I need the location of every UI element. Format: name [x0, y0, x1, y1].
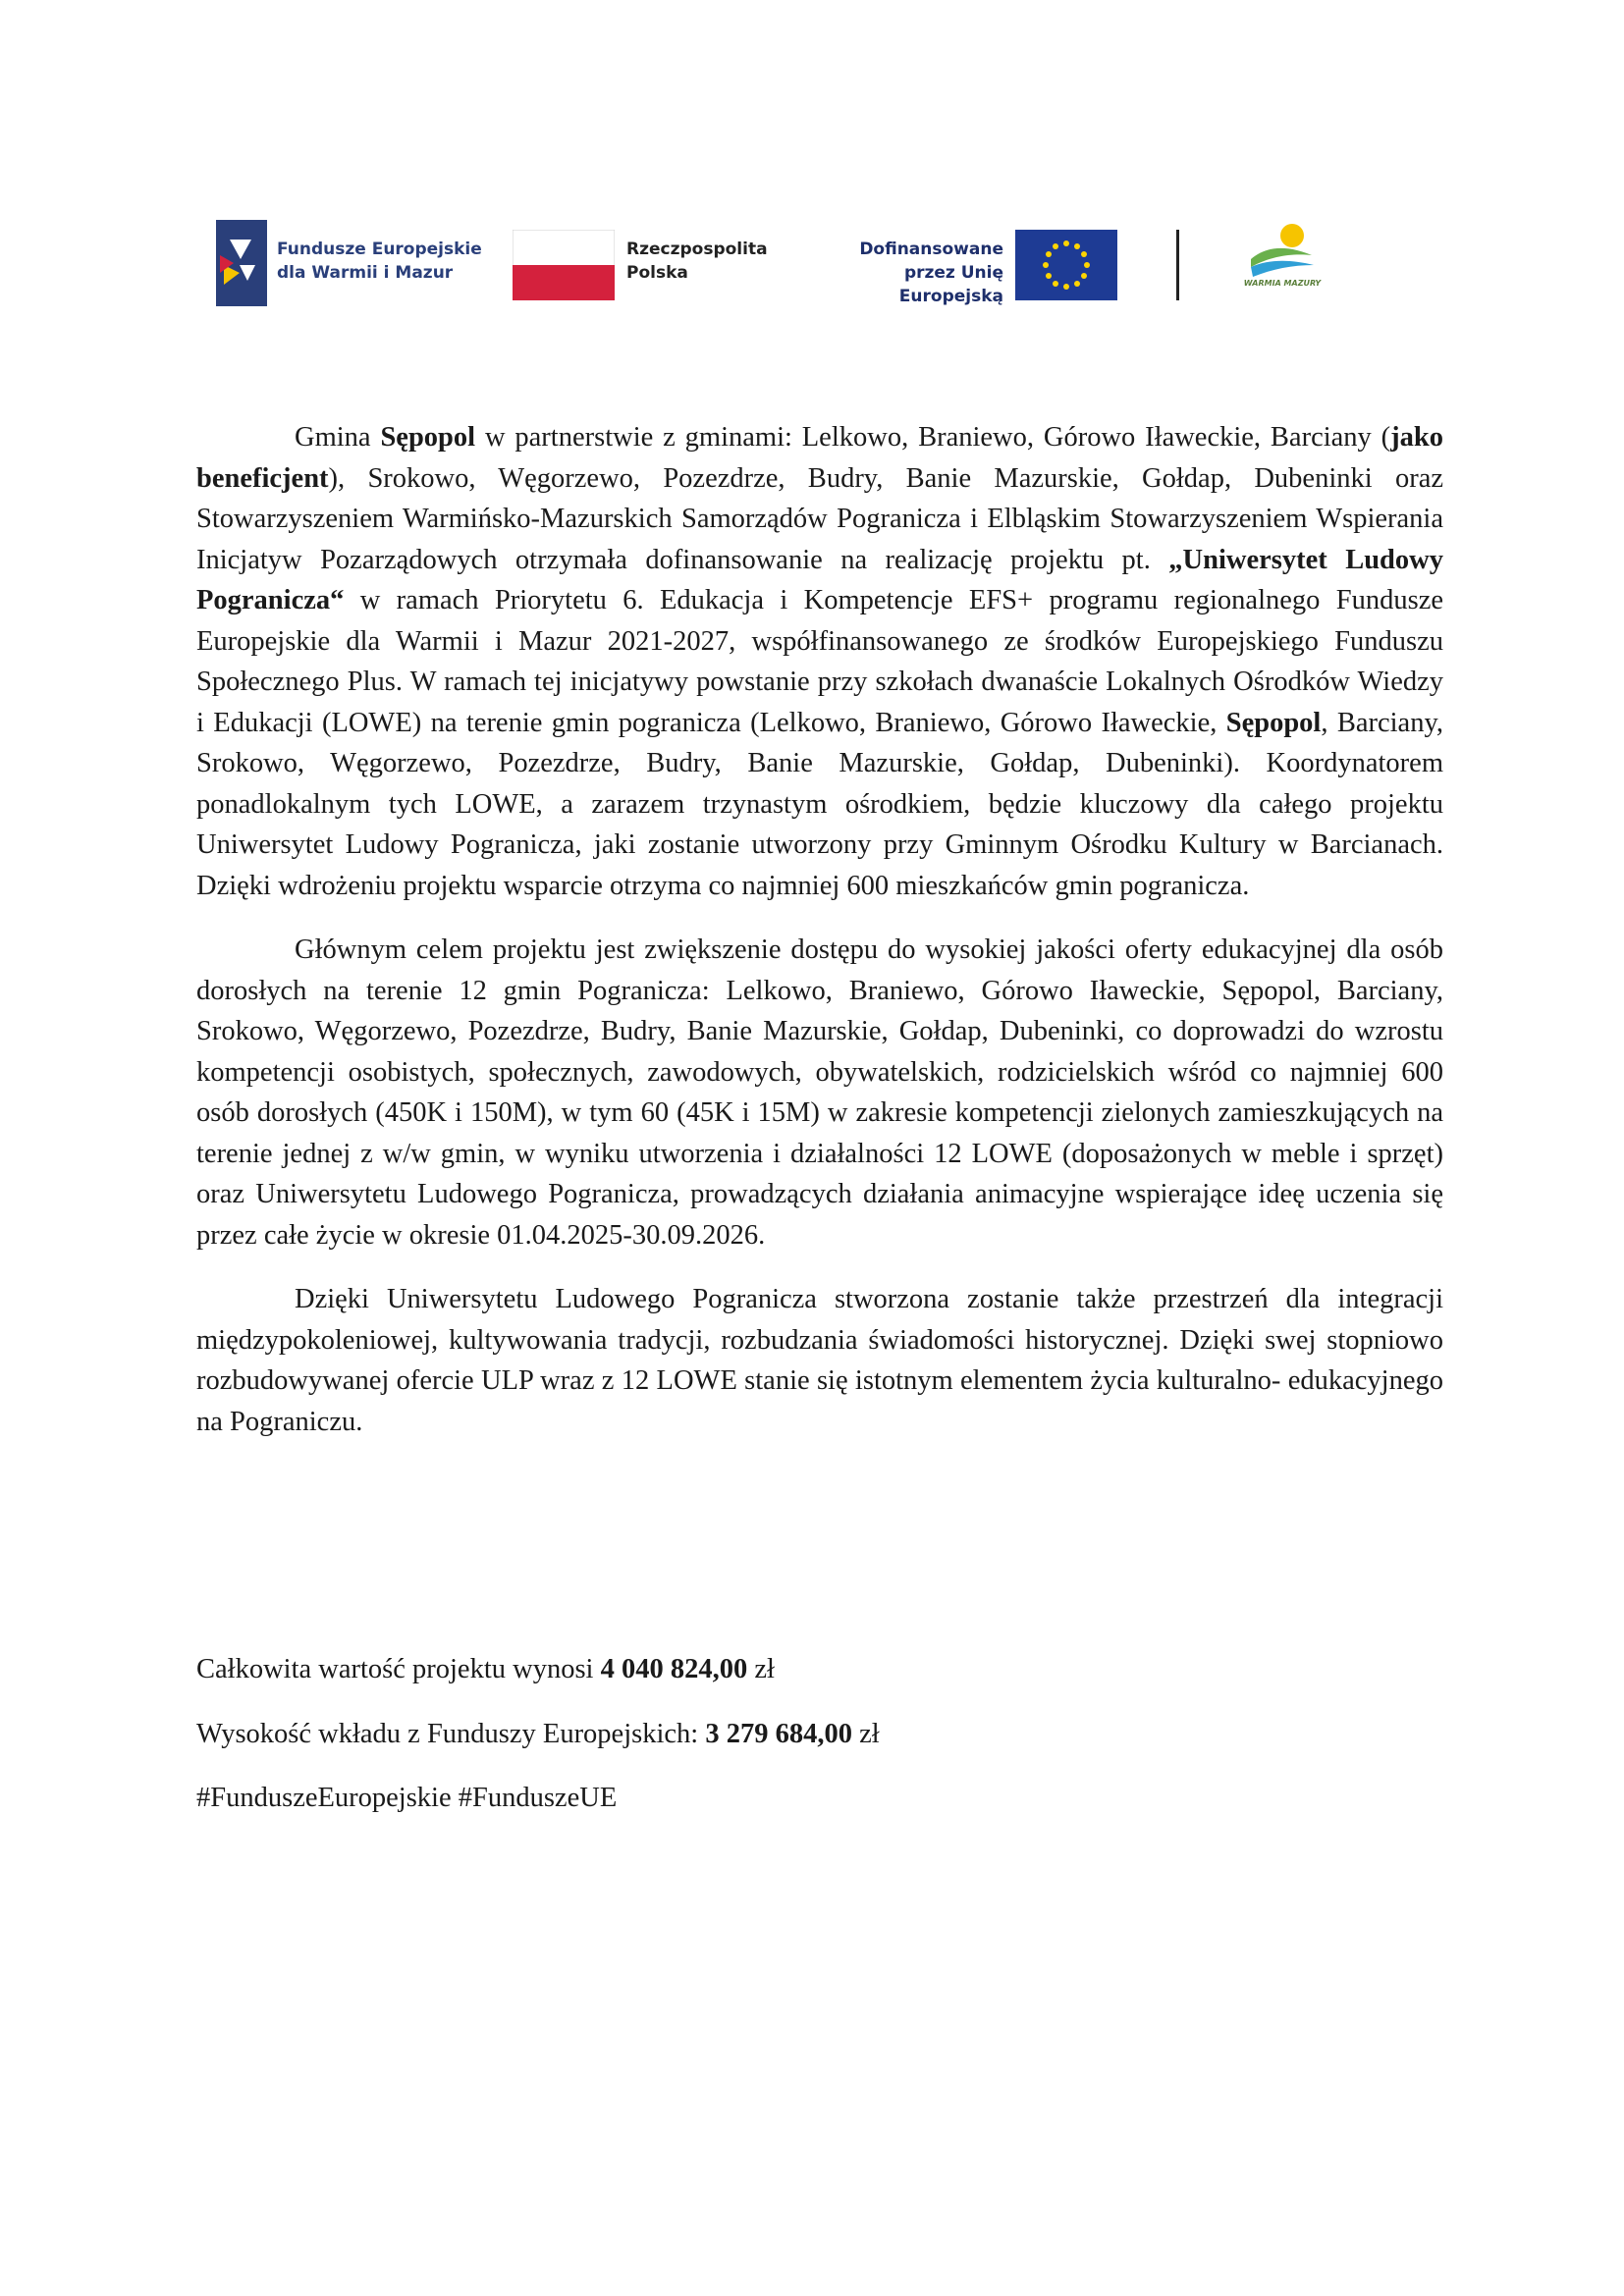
paragraph-text: w ramach Priorytetu 6. Edukacja i Kompetencje EFS+ programu regionalnego Fundusze Europejskie dla Warmii i Mazur 2021-2027, współfinansowanego ze środków Europejskiego Funduszu Społecznego Plus. W ramach tej inicjatywy powstanie przy szkołach dwanaście Lokalnych Ośrodków Wiedzy i Edukacji (LOWE) na terenie gmin pogranicza (Lelkowo, Braniewo, Górowo Iławeckie, [196, 585, 1443, 738]
warmia-mazury-logo [1243, 216, 1322, 314]
document-body [196, 417, 1443, 1442]
bold-project-name: „Uniwersytet Ludowy Pogranicza“ [196, 544, 1443, 615]
eu-cofinancing-logo [807, 216, 1170, 314]
eu-contribution-label: Wysokość wkładu z Funduszy Europejskich: [196, 1718, 706, 1749]
logo-divider [1176, 230, 1179, 300]
fundusze-europejskie-logo [212, 216, 526, 314]
paragraph-text: w partnerstwie z gminami: Lelkowo, Braniewo, Górowo Iławeckie, Barciany ( [475, 422, 1391, 453]
total-value-label: Całkowita wartość projektu wynosi [196, 1654, 601, 1684]
bold-municipality: Sępopol [1225, 707, 1322, 738]
paragraph-goal: Głównym celem projektu jest zwiększenie dostępu do wysokiej jakości oferty edukacyjnej dla osób dorosłych na terenie 12 gmin Pogranicza: Lelkowo, Braniewo, Górowo Iławeckie, Sępopol, Barciany, Srokowo, Węgorzewo, Pozezdrze, Budry, Banie Mazurskie, Gołdap, Dubeninki, co doprowadzi do wzrostu kompetencji osobistych, społecznych, zawodowych, obywatelskich, rodzicielskich wśród co najmniej 600 osób dorosłych (450K i 150M), w tym 60 (45K i 15M) w zakresie kompetencji zielonych zamieszkujących na terenie jednej z w/w gmin, w wyniku utworzenia i działalności 12 LOWE (doposażonych w meble i sprzęt) oraz Uniwersytetu Ludowego Pogranicza, prowadzących działania animacyjne wspierające ideę uczenia się przez całe życie w okresie 01.04.2025-30.09.2026. [196, 934, 1443, 1251]
eu-cofinancing-text: Dofinansowane przez Unię Europejską [859, 240, 1003, 306]
warmia-mazury-text: WARMIA MAZURY [1243, 279, 1322, 288]
rzeczpospolita-polska-logo [513, 216, 807, 314]
project-facts [196, 1649, 880, 1842]
currency-unit: zł [747, 1654, 775, 1684]
paragraph-text: Gmina [295, 422, 381, 453]
total-value-amount: 4 040 824,00 [600, 1654, 748, 1684]
fundusze-europejskie-text: Fundusze Europejskie dla Warmii i Mazur [277, 240, 482, 283]
currency-unit: zł [851, 1718, 880, 1749]
paragraph-intro [196, 417, 1443, 906]
paragraph-integration: Dzięki Uniwersytetu Ludowego Pogranicza stworzona zostanie także przestrzeń dla integracji międzypokoleniowej, kultywowania tradycji, rozbudzania świadomości historycznej. Dzięki swej stopniowo rozbudowywanej ofercie ULP wraz z 12 LOWE stanie się istotnym elementem życia kulturalno- edukacyjnego na Pograniczu. [196, 1284, 1443, 1437]
hashtags: #FunduszeEuropejskie #FunduszeUE [196, 1783, 618, 1813]
rzeczpospolita-polska-text: Rzeczpospolita Polska [626, 240, 768, 283]
fundusze-europejskie-icon [212, 216, 267, 314]
polish-flag-icon [513, 230, 615, 300]
eu-contribution-amount: 3 279 684,00 [705, 1718, 852, 1749]
warmia-mazury-icon [1243, 216, 1322, 304]
eu-contribution-line [196, 1714, 880, 1755]
eu-flag-icon [1015, 230, 1117, 300]
paragraph-text: , Barciany, Srokowo, Węgorzewo, Pozezdrze, Budry, Banie Mazurskie, Gołdap, Dubeninki). Koordynatorem ponadlokalnym tych LOWE, a zarazem trzynastym ośrodkiem, będzie kluczowy dla całego projektu Uniwersytet Ludowy Pogranicza, jaki zostanie utworzony przy Gminnym Ośrodku Kultury w Barcianach. Dzięki wdrożeniu projektu wsparcie otrzyma co najmniej 600 mieszkańców gmin pogranicza. [196, 707, 1443, 901]
paragraph-text: ), Srokowo, Węgorzewo, Pozezdrze, Budry, Banie Mazurskie, Gołdap, Dubeninki oraz Stowarzyszeniem Warmińsko-Mazurskich Samorządów Pogranicza i Elbląskim Stowarzyszeniem Wspierania Inicjatyw Pozarządowych otrzymała dofinansowanie na realizację projektu pt. [196, 462, 1443, 575]
funding-logo-bar [212, 216, 1322, 314]
bold-beneficiary: jako beneficjent [196, 422, 1443, 494]
bold-municipality: Sępopol [380, 422, 476, 453]
total-value-line [196, 1649, 880, 1690]
